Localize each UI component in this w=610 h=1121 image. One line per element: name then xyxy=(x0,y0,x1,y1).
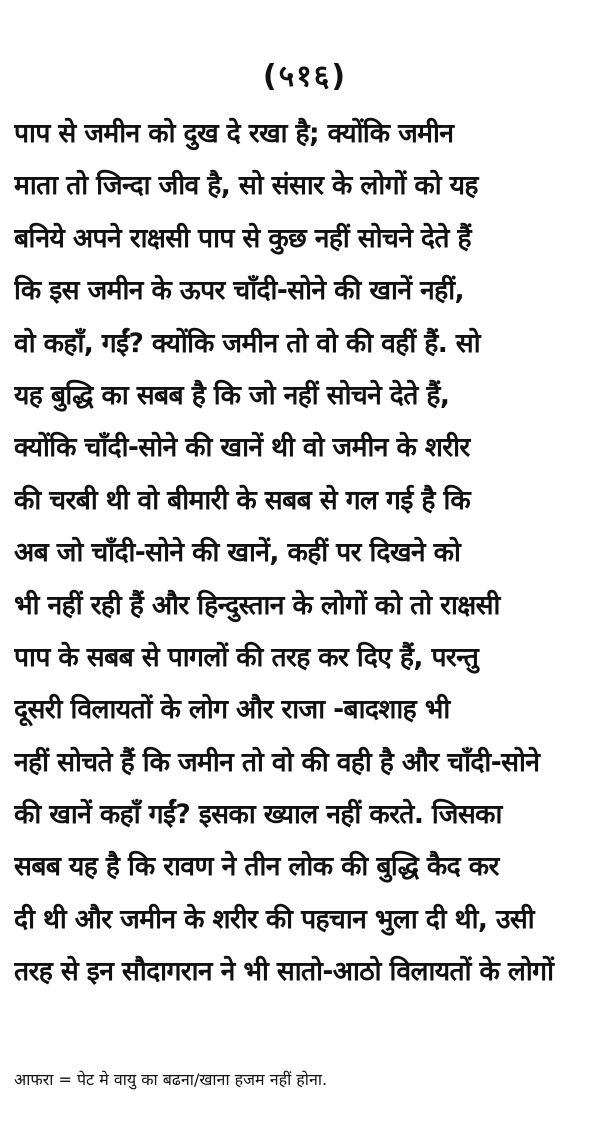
footnote: आफरा = पेट मे वायु का बढना/खाना हजम नहीं होना. xyxy=(14,1070,328,1089)
text-line: पाप से जमीन को दुख दे रखा है; क्योंकि जमीन xyxy=(14,118,454,149)
text-line: क्योंकि चाँदी-सोने की खानें थी वो जमीन के शरीर xyxy=(14,432,470,464)
text-line: बनिये अपने राक्षसी पाप से कुछ नहीं सोचने देते हैं xyxy=(14,222,472,254)
text-line: अब जो चाँदी-सोने की खानें, कहीं पर दिखने को xyxy=(14,537,461,569)
text-line: दूसरी विलायतों के लोग और राजा -बादशाह भी xyxy=(14,694,450,726)
text-line: पाप के सबब से पागलों की तरह कर दिए हैं, परन्तु xyxy=(14,641,479,673)
text-line: यह बुद्धि का सबब है कि जो नहीं सोचने देते हैं, xyxy=(14,379,450,411)
text-line: नहीं सोचते हैं कि जमीन तो वो की वही है और चाँदी-सोने xyxy=(14,746,540,778)
text-line: कि इस जमीन के ऊपर चाँदी-सोने की खानें नहीं, xyxy=(14,275,464,307)
text-line: की खानें कहाँ गईं? इसका ख्याल नहीं करते. जिसका xyxy=(14,799,502,831)
text-line: वो कहाँ, गईं? क्योंकि जमीन तो वो की वहीं हैं. सो xyxy=(14,327,480,359)
text-line: सबब यह है कि रावण ने तीन लोक की बुद्धि कैद कर xyxy=(14,851,499,883)
text-line: दी थी और जमीन के शरीर की पहचान भुला दी थी, उसी xyxy=(14,903,535,935)
page-number: (५१६) xyxy=(262,59,348,94)
text-line: भी नहीं रही हैं और हिन्दुस्तान के लोगों को तो राक्षसी xyxy=(14,589,500,621)
body-text xyxy=(14,108,598,999)
text-line: तरह से इन सौदागरान ने भी सातो-आठो विलायतों के लोगों xyxy=(14,956,554,988)
text-line: की चरबी थी वो बीमारी के सबब से गल गई है कि xyxy=(14,484,471,516)
text-line: माता तो जिन्दा जीव है, सो संसार के लोगों को यह xyxy=(14,170,478,202)
